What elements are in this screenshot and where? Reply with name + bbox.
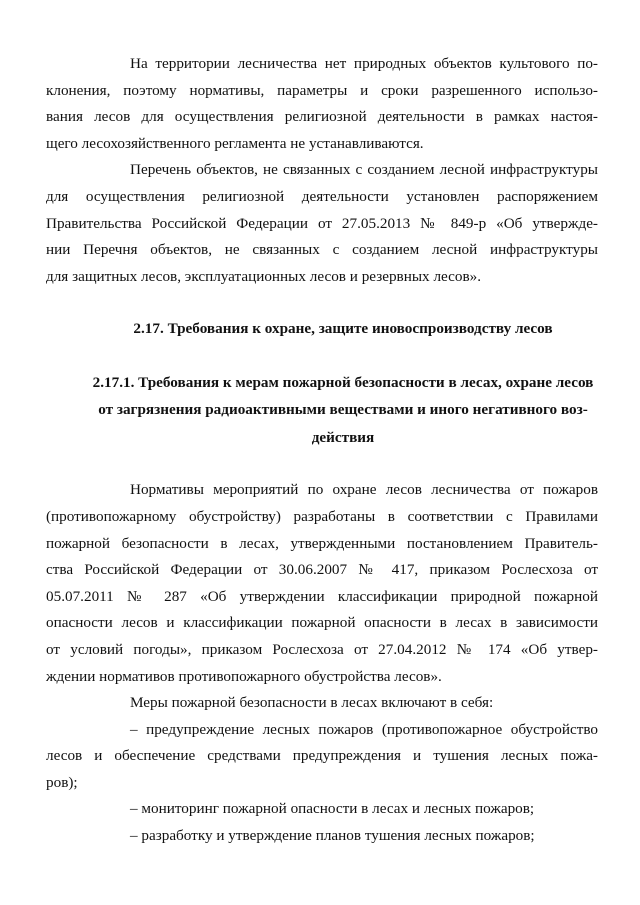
text-line: – разработку и утверждение планов тушения лесных пожаров; xyxy=(130,827,535,845)
list-item-prevention xyxy=(46,717,598,797)
subsection-heading-line: 2.17.1. Требования к мерам пожарной безопасности в лесах, охране лесов xyxy=(92,373,594,391)
text-line: щего лесохозяйственного регламента не устанавливаются. xyxy=(46,134,424,152)
section-heading xyxy=(88,315,598,343)
text-line: На территории лесничества нет природных объектов культового по- xyxy=(130,55,598,72)
list-item-monitoring xyxy=(88,796,598,823)
text-line: Меры пожарной безопасности в лесах включают в себя: xyxy=(130,694,494,712)
paragraph-fire-measures-intro xyxy=(88,690,598,717)
paragraph-object-list xyxy=(46,157,598,290)
text-line: – предупреждение лесных пожаров (противопожарное обустройство xyxy=(130,720,598,738)
subsection-heading-line: действия xyxy=(311,428,375,446)
text-line: для осуществления религиозной деятельности установлен распоряжением xyxy=(46,187,598,205)
text-line: лесов и обеспечение средствами предупреждения и тушения лесных пожа- xyxy=(46,747,598,765)
text-line: клонения, поэтому нормативы, параметры и сроки разрешенного использо- xyxy=(46,81,598,99)
section-heading-text: 2.17. Требования к охране, защите иновоспроизводству лесов xyxy=(133,320,553,338)
text-line: – мониторинг пожарной опасности в лесах и лесных пожаров; xyxy=(130,800,535,818)
text-line: пожарной безопасности в лесах, утвержденными постановлением Правитель- xyxy=(46,534,598,552)
text-line: от условий погоды», приказом Рослесхоза от 27.04.2012 № 174 «Об утвер- xyxy=(46,640,598,658)
text-line: ров); xyxy=(46,773,78,791)
text-line: для защитных лесов, эксплуатационных лесов и резервных лесов». xyxy=(46,267,482,285)
text-line: опасности лесов и классификации пожарной опасности в лесах в зависимости xyxy=(46,614,598,632)
text-line: ства Российской Федерации от 30.06.2007 № 417, приказом Рослесхоза от xyxy=(46,561,598,579)
subsection-heading-line: от загрязнения радиоактивными веществами и иного негативного воз- xyxy=(98,401,588,419)
text-line: Правительства Российской Федерации от 27.05.2013 № 849-р «Об утвержде- xyxy=(46,214,598,232)
text-line: Нормативы мероприятий по охране лесов лесничества от пожаров xyxy=(130,481,598,499)
text-line: Перечень объектов, не связанных с созданием лесной инфраструктуры xyxy=(130,161,598,179)
text-line: вания лесов для осуществления религиозной деятельности в рамках настоя- xyxy=(46,108,598,126)
paragraph-cult-objects xyxy=(46,51,598,157)
paragraph-fire-norms xyxy=(46,477,598,690)
text-line: нии Перечня объектов, не связанных с созданием лесной инфраструктуры xyxy=(46,241,598,259)
list-item-plans xyxy=(88,823,598,850)
text-line: 05.07.2011 № 287 «Об утверждении классификации природной пожарной xyxy=(46,587,598,605)
text-line: (противопожарному обустройству) разработаны в соответствии с Правилами xyxy=(46,507,598,525)
text-line: ждении нормативов противопожарного обустройства лесов». xyxy=(46,667,442,685)
subsection-heading xyxy=(88,369,598,452)
document-page xyxy=(46,51,598,850)
